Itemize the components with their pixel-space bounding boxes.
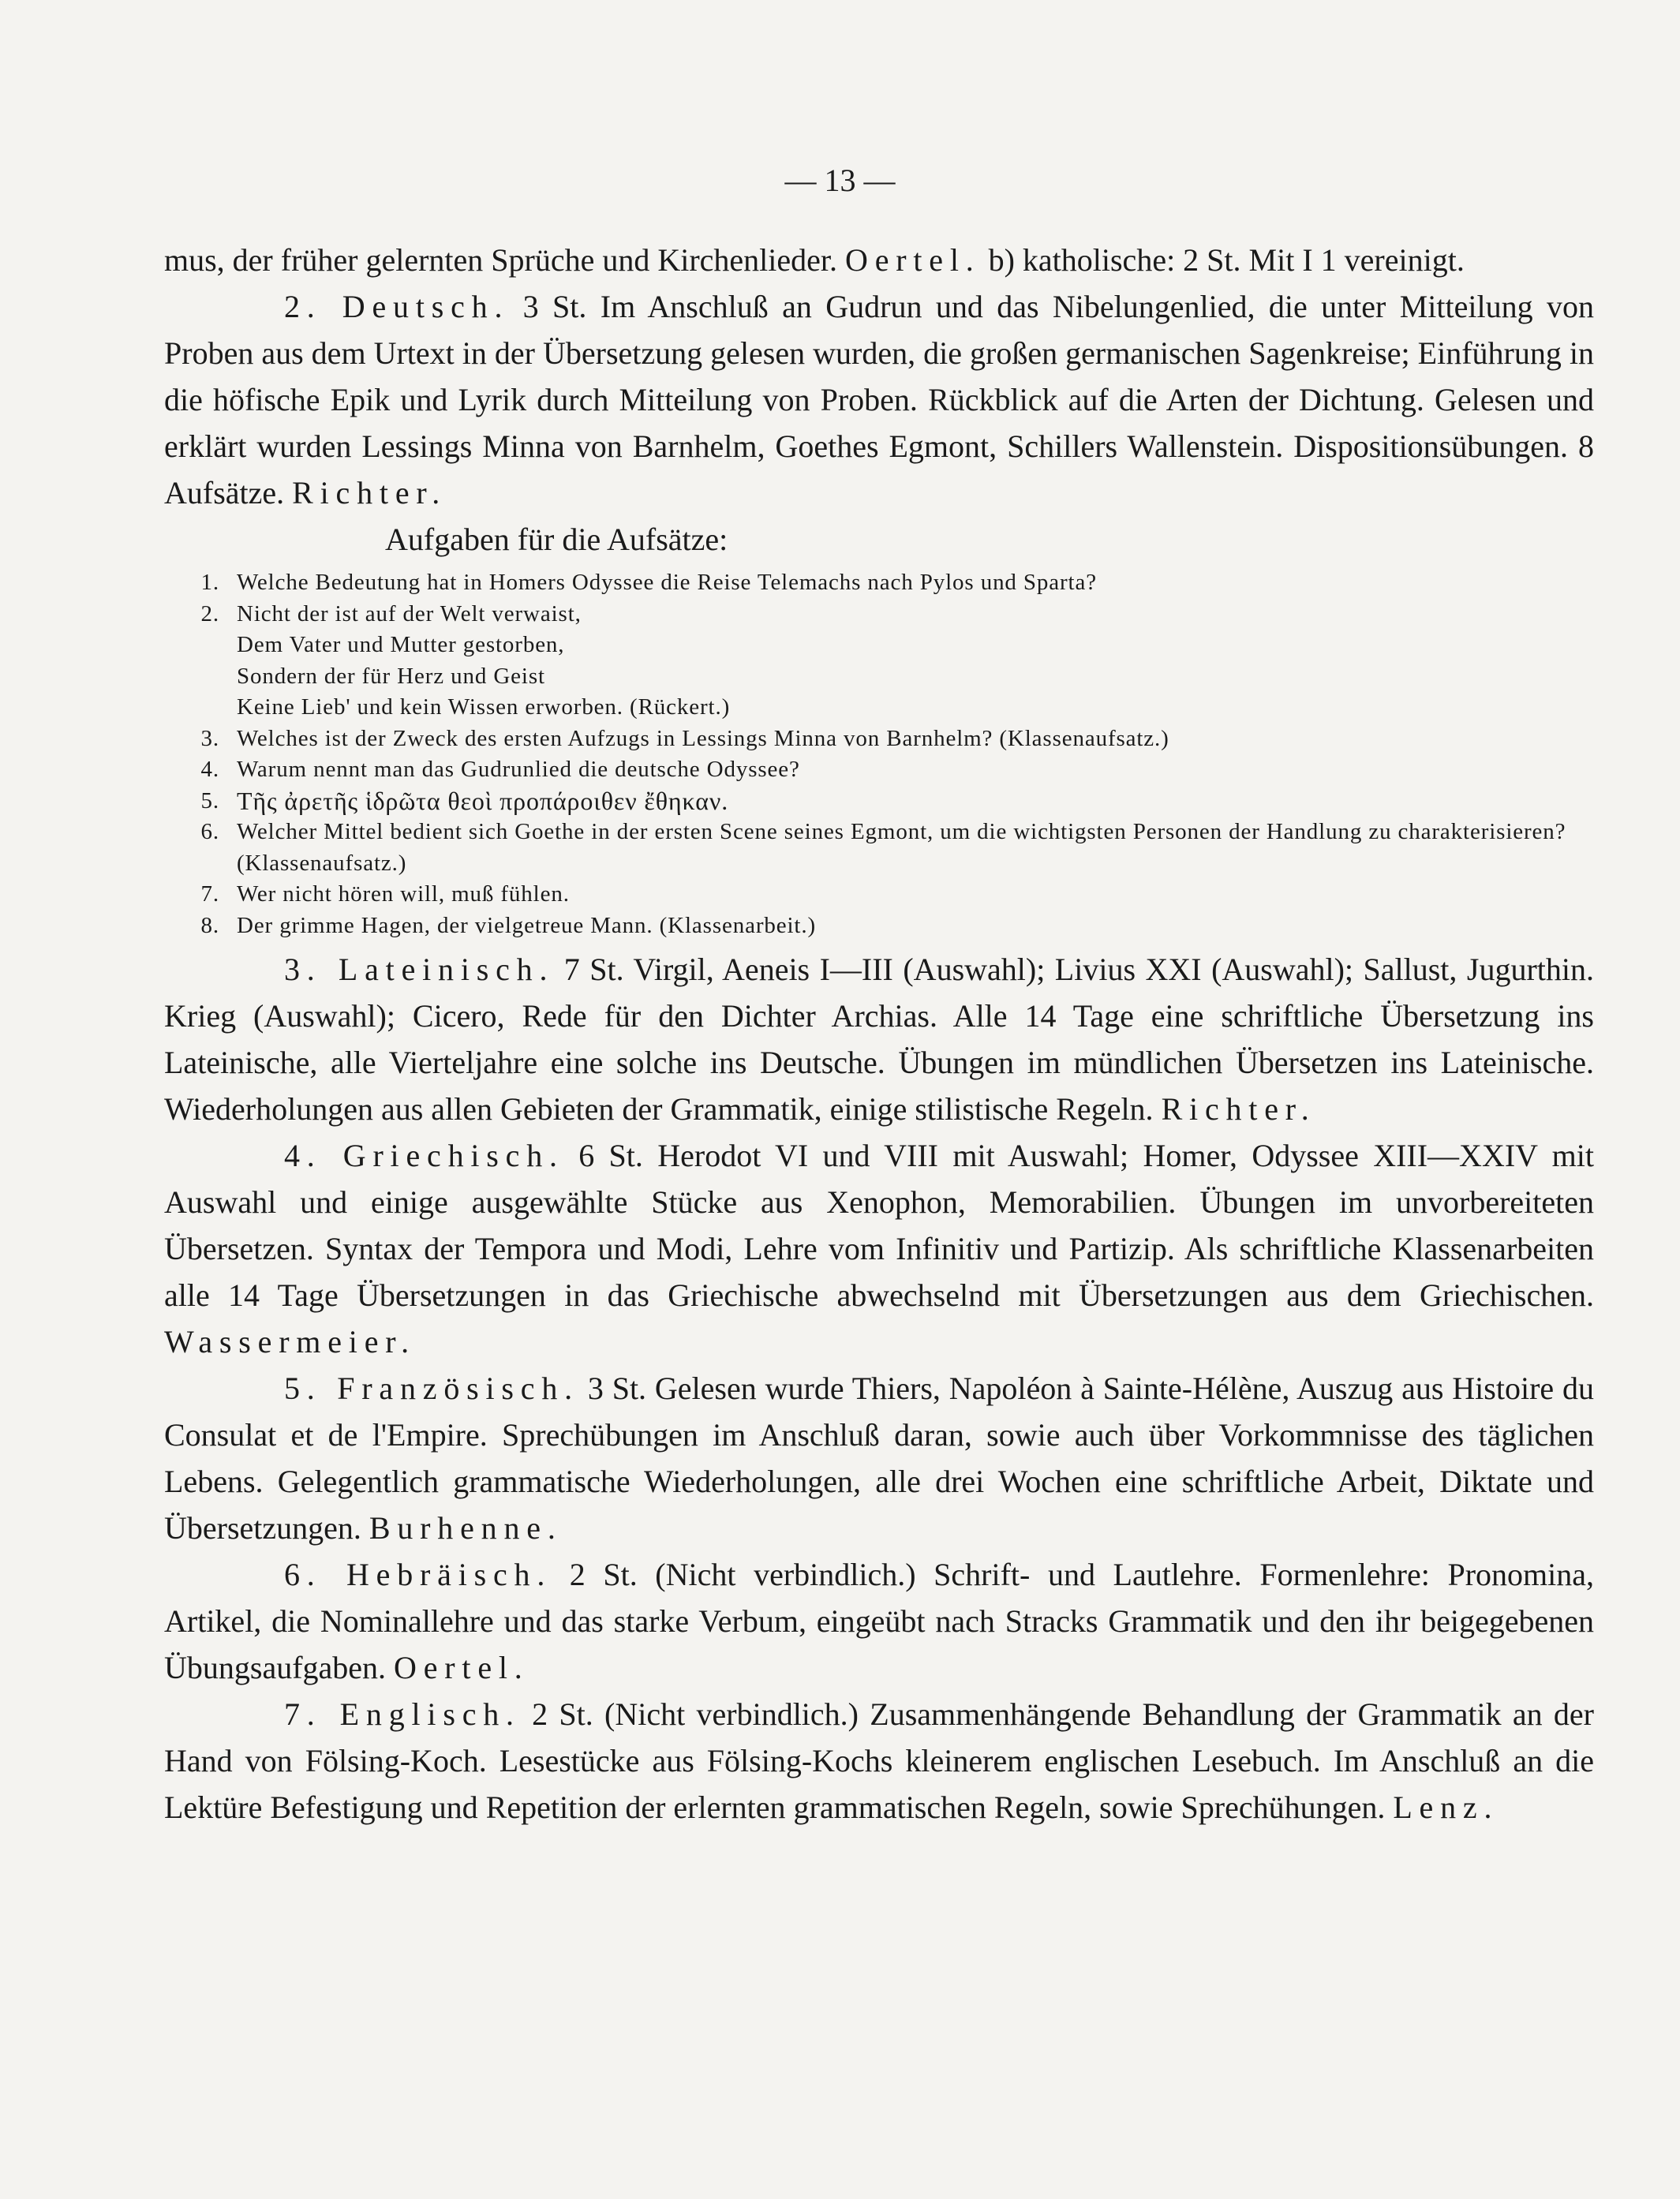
section-hebraeisch [164, 1551, 1594, 1691]
topic-line: Sondern der für Herz und Geist [237, 663, 545, 689]
section-franzoesisch-label: 5. Französisch. [284, 1371, 579, 1406]
section-englisch-text: 2 St. (Nicht verbindlich.) Zusammenhängende Behandlung der Grammatik an der Hand von Fölsing-Koch. Lesestücke aus Fölsing-Kochs kleinerem englischen Lesebuch. Im Anschluß an die Lektüre Befestigung und Repetition der erlernten grammatischen Regeln, sowie Sprechühungen. [164, 1696, 1594, 1825]
intro-continuation: mus, der früher gelernten Sprüche und Kirchenlieder. [164, 242, 838, 278]
section-latein [164, 946, 1594, 1132]
topic-text [237, 817, 1594, 879]
topic-line: Nicht der ist auf der Welt verwaist, [237, 600, 582, 626]
topic-line: Wer nicht hören will, muß fühlen. [237, 881, 570, 907]
section-griechisch [164, 1132, 1594, 1365]
topic-line: Welche Bedeutung hat in Homers Odyssee die Reise Telemachs nach Pylos und Sparta? [237, 570, 1097, 595]
topic-text [237, 599, 1594, 724]
page-content [164, 237, 1594, 1831]
essay-topic [164, 786, 1594, 817]
section-franzoesisch-teacher: Burhenne. [369, 1510, 563, 1546]
section-latein-teacher: Richter. [1161, 1091, 1316, 1127]
section-griechisch-label: 4. Griechisch. [284, 1138, 564, 1173]
essay-topic [164, 754, 1594, 786]
section-deutsch-label: 2. Deutsch. [284, 289, 510, 324]
intro-catholic: b) katholische: 2 St. Mit I 1 vereinigt. [988, 242, 1465, 278]
intro-teacher: Oertel. [845, 242, 981, 278]
topic-number: 2. [200, 600, 219, 626]
topic-line: Warum nennt man das Gudrunlied die deutsche Odyssee? [237, 757, 800, 782]
topic-line: Keine Lieb' und kein Wissen erworben. (Rückert.) [237, 694, 731, 720]
section-englisch [164, 1691, 1594, 1831]
section-franzoesisch-text: 3 St. Gelesen wurde Thiers, Napoléon à Sainte-Hélène, Auszug aus Histoire du Consulat et de l'Empire. Sprechübungen im Anschluß daran, sowie auch über Vorkommnisse des täglichen Lebens. Gelegentlich grammatische Wiederholungen, alle drei Wochen eine schriftliche Arbeit, Diktate und Übersetzungen. [164, 1371, 1595, 1546]
topic-line-greek: Τῆς ἀρετῆς ἱδρῶτα θεοὶ προπάροιθεν ἔθηκαν. [237, 786, 729, 815]
page-number: — 13 — [784, 163, 896, 198]
topic-text [237, 911, 1594, 942]
essay-topic [164, 724, 1594, 755]
section-griechisch-teacher: Wassermeier. [164, 1324, 416, 1359]
essay-topic [164, 817, 1594, 879]
topic-number: 3. [200, 725, 219, 751]
topic-number: 1. [200, 570, 219, 595]
topic-text [237, 879, 1594, 911]
section-hebraeisch-teacher: Oertel. [394, 1650, 529, 1685]
section-hebraeisch-label: 6. Hebräisch. [284, 1557, 552, 1592]
section-deutsch-text: 3 St. Im Anschluß an Gudrun und das Nibelungenlied, die unter Mitteilung von Proben aus dem Urtext in der Übersetzung gelesen wurden, die großen germanischen Sagenkreise; Einführung in die höfische Epik und Lyrik durch Mitteilung von Proben. Rückblick auf die Arten der Dichtung. Gelesen und erklärt wurden Lessings Minna von Barnhelm, Goethes Egmont, Schillers Wallenstein. Dispositionsübungen. 8 Aufsätze. [164, 289, 1595, 510]
topic-number: 5. [200, 787, 219, 813]
topic-text [237, 754, 1594, 786]
section-hebraeisch-text: 2 St. (Nicht verbindlich.) Schrift- und Lautlehre. Formenlehre: Pronomina, Artikel, die Nominallehre und das starke Verbum, eingeübt nach Stracks Grammatik und den ihr beigegebenen Übungsaufgaben. [164, 1557, 1594, 1685]
intro-paragraph [164, 237, 1594, 283]
essay-topic [164, 879, 1594, 911]
section-englisch-teacher: Lenz. [1393, 1789, 1499, 1825]
topic-line: Welcher Mittel bedient sich Goethe in der ersten Scene seines Egmont, um die wichtigsten Personen der Handlung zu charakterisieren? (Klassenaufsatz.) [237, 819, 1566, 876]
topic-line: Welches ist der Zweck des ersten Aufzugs in Lessings Minna von Barnhelm? (Klassenaufsatz.) [237, 725, 1169, 751]
topic-line: Der grimme Hagen, der vielgetreue Mann. (Klassenarbeit.) [237, 912, 816, 938]
aufgaben-heading: Aufgaben für die Aufsätze: [385, 522, 728, 557]
essay-topics-list [164, 567, 1594, 941]
topic-number: 6. [200, 819, 219, 844]
section-griechisch-text: 6 St. Herodot VI und VIII mit Auswahl; Homer, Odyssee XIII—XXIV mit Auswahl und einige ausgewählte Stücke aus Xenophon, Memorabilien. Übungen im unvorbereiteten Übersetzen. Syntax der Tempora und Modi, Lehre vom Infinitiv und Partizip. Als schriftliche Klassenarbeiten alle 14 Tage Übersetzungen in das Griechische abwechselnd mit Übersetzungen aus dem Griechischen. [164, 1138, 1595, 1313]
topic-number: 7. [200, 881, 219, 907]
topic-text [237, 786, 1594, 817]
topic-line: Dem Vater und Mutter gestorben, [237, 632, 565, 657]
section-franzoesisch [164, 1365, 1594, 1551]
topic-text [237, 724, 1594, 755]
section-englisch-label: 7. Englisch. [284, 1696, 521, 1732]
topic-number: 8. [200, 912, 219, 938]
essay-topic [164, 911, 1594, 942]
essay-topic [164, 599, 1594, 724]
topic-number: 4. [200, 757, 219, 782]
section-deutsch-teacher: Richter. [292, 475, 447, 510]
section-latein-text: 7 St. Virgil, Aeneis I—III (Auswahl); Livius XXI (Auswahl); Sallust, Jugurthin. Krieg (Auswahl); Cicero, Rede für den Dichter Archias. Alle 14 Tage eine schriftliche Übersetzung ins Lateinische, alle Vierteljahre eine solche ins Deutsche. Übungen im mündlichen Übersetzen ins Lateinische. Wiederholungen aus allen Gebieten der Grammatik, einige stilistische Regeln. [164, 952, 1594, 1127]
topic-text [237, 567, 1594, 599]
section-deutsch [164, 283, 1594, 516]
essay-topic [164, 567, 1594, 599]
section-latein-label: 3. Lateinisch. [284, 952, 555, 987]
